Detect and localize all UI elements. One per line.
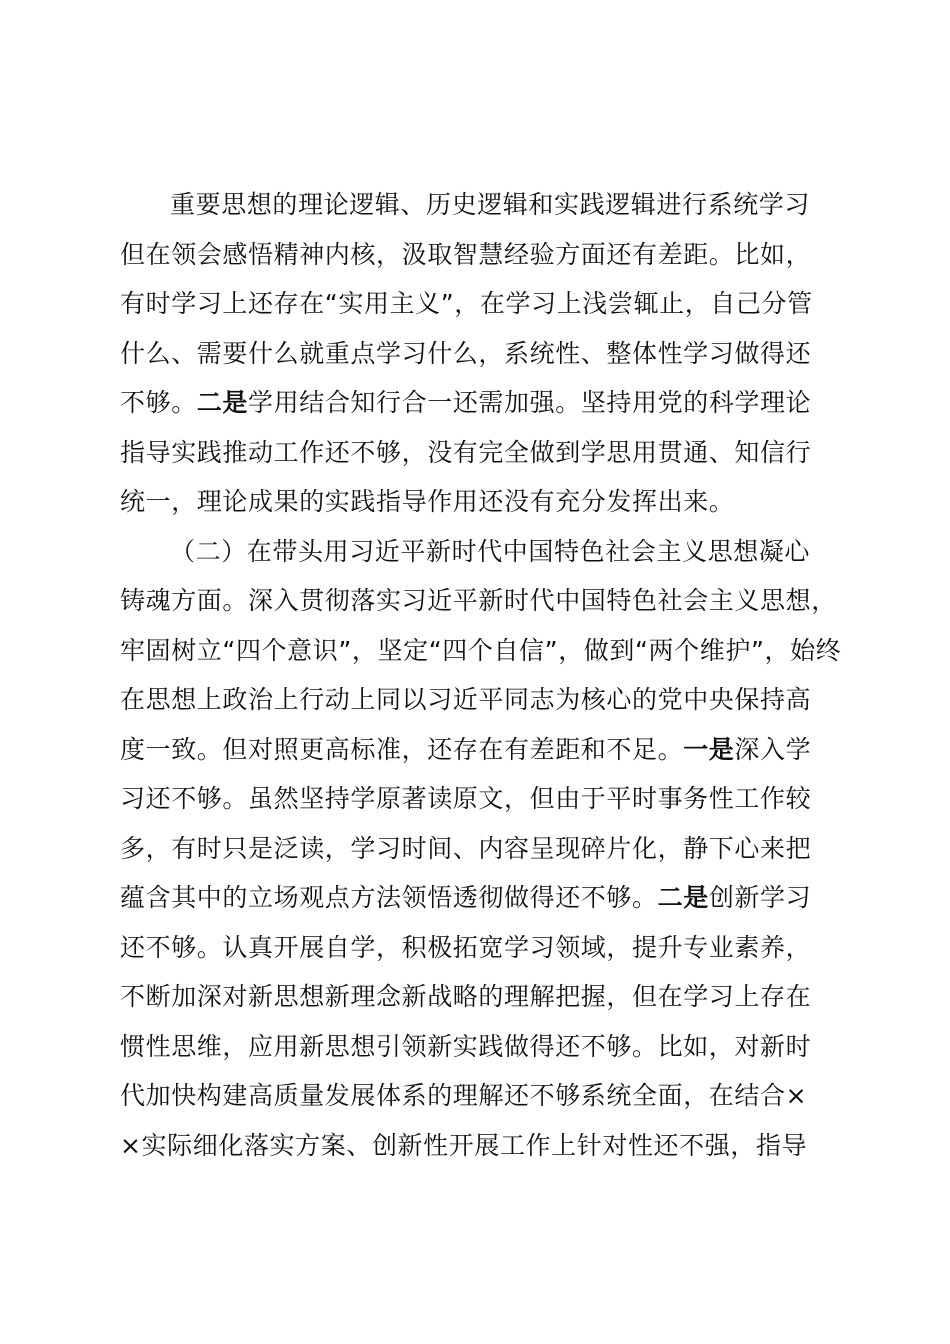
text-segment: 还不够。认真开展自学，积极拓宽学习领域，提升专业素养， (120, 932, 812, 962)
text-line (120, 378, 835, 428)
text-line (120, 527, 835, 577)
body-text (120, 180, 842, 1170)
text-segment: 有时学习上还存在“实用主义”，在学习上浅尝辄止，自己分管 (120, 289, 813, 318)
text-segment: 不够。 (120, 388, 197, 417)
text-line (120, 230, 835, 280)
text-segment: ×实际细化落实方案、创新性开展工作上针对性还不强，指导 (120, 1130, 808, 1160)
text-line (120, 824, 835, 874)
text-line (120, 873, 835, 923)
text-line (120, 1121, 835, 1171)
text-line (120, 972, 835, 1022)
text-line (120, 279, 835, 329)
text-segment: 多，有时只是泛读，学习时间、内容呈现碎片化，静下心来把 (120, 833, 812, 863)
text-segment: 蕴含其中的立场观点方法领悟透彻做得还不够。 (120, 883, 658, 912)
text-segment: 在思想上政治上行动上同以习近平同志为核心的党中央保持高 (120, 685, 812, 714)
text-line (120, 329, 835, 379)
text-segment: 统一，理论成果的实践指导作用还没有充分发挥出来。 (120, 487, 735, 516)
text-segment: （二）在带头用习近平新时代中国特色社会主义思想凝心 (170, 536, 811, 566)
bold-marker: 二是 (657, 883, 709, 912)
text-segment: 什么、需要什么就重点学习什么，系统性、整体性学习做得还 (120, 338, 812, 368)
text-segment: 度一致。但对照更高标准，还存在有差距和不足。 (120, 734, 684, 764)
text-segment: 惯性思维，应用新思想引领新实践做得还不够。比如，对新时 (120, 1031, 812, 1061)
text-segment: 铸魂方面。深入贯彻落实习近平新时代中国特色社会主义思想， (120, 586, 837, 615)
text-segment: 习还不够。虽然坚持学原著读原文，但由于平时事务性工作较 (120, 784, 812, 813)
text-line (120, 477, 835, 527)
text-segment: 深入学 (734, 734, 812, 764)
text-segment: 指导实践推动工作还不够，没有完全做到学思用贯通、知信行 (120, 437, 812, 467)
text-segment: 牢固树立“四个意识”，坚定“四个自信”，做到“两个维护”，始终 (120, 635, 842, 665)
text-line (120, 923, 835, 973)
text-line (120, 180, 835, 230)
text-line (120, 576, 835, 626)
text-line (120, 725, 835, 775)
text-line (120, 1022, 835, 1072)
text-segment: 但在领会感悟精神内核，汲取智慧经验方面还有差距。比如， (120, 239, 812, 269)
text-line (120, 675, 835, 725)
text-line (120, 774, 835, 824)
text-line (120, 626, 842, 676)
text-segment: 学用结合知行合一还需加强。坚持用党的科学理论 (248, 388, 812, 417)
text-segment: 重要思想的理论逻辑、历史逻辑和实践逻辑进行系统学习 (170, 190, 811, 219)
text-segment: 创新学习 (708, 883, 812, 912)
text-line (120, 428, 835, 478)
bold-marker: 二是 (196, 388, 249, 417)
text-line (120, 1071, 835, 1121)
text-segment: 代加快构建高质量发展体系的理解还不够系统全面，在结合× (120, 1081, 808, 1110)
text-segment: 不断加深对新思想新理念新战略的理解把握，但在学习上存在 (120, 982, 812, 1011)
bold-marker: 一是 (683, 734, 735, 764)
